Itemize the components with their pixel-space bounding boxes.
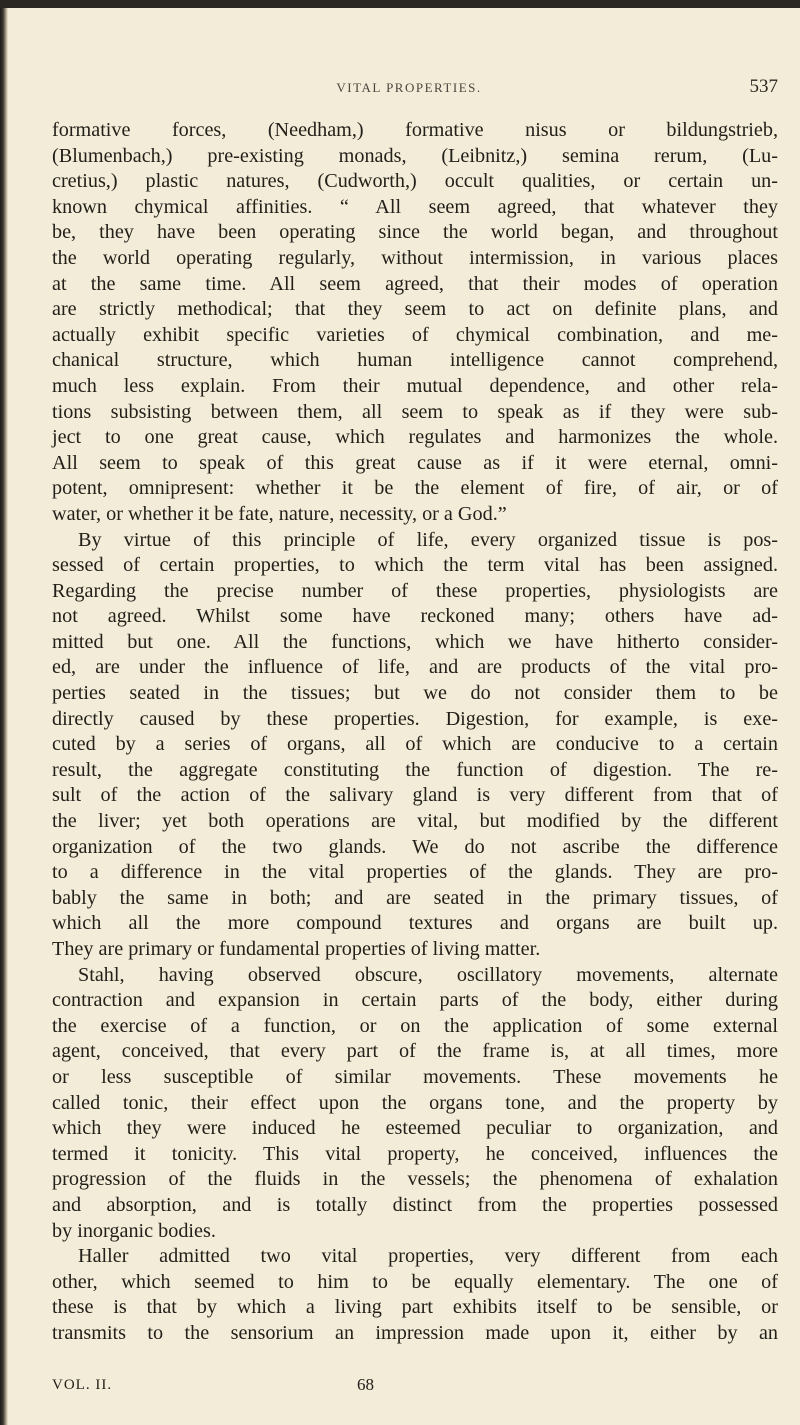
text-line: All seem to speak of this great cause as if it were eternal, omni- (52, 451, 778, 474)
text-line: transmits to the sensorium an impression made upon it, either by an (52, 1321, 778, 1344)
text-line: perties seated in the tissues; but we do not consider them to be (52, 682, 778, 705)
page-number: 537 (749, 76, 778, 97)
text-line: Haller admitted two vital properties, very different from each (78, 1245, 778, 1268)
text-line: the world operating regularly, without intermission, in various places (52, 246, 778, 269)
text-line: not agreed. Whilst some have reckoned many; others have ad- (52, 605, 778, 628)
text-line: the exercise of a function, or on the application of some external (52, 1014, 778, 1037)
left-page-gutter (0, 8, 8, 1425)
text-line: at the same time. All seem agreed, that their modes of operation (52, 272, 778, 295)
text-line: and absorption, and is totally distinct from the properties possessed (52, 1193, 778, 1216)
text-line: mitted but one. All the functions, which we have hitherto consider- (52, 630, 778, 653)
text-line: cretius,) plastic natures, (Cudworth,) occult qualities, or certain un- (52, 170, 778, 193)
text-line: other, which seemed to him to be equally elementary. The one of (52, 1270, 778, 1293)
running-head (40, 74, 778, 104)
text-line: the liver; yet both operations are vital, but modified by the different (52, 810, 778, 833)
text-line: by inorganic bodies. (52, 1219, 216, 1242)
text-line: agent, conceived, that every part of the frame is, at all times, more (52, 1040, 778, 1063)
text-line: to a difference in the vital properties of the glands. They are pro- (52, 861, 778, 884)
text-line: or less susceptible of similar movements. These movements he (52, 1065, 778, 1088)
text-line: By virtue of this principle of life, every organized tissue is pos- (78, 528, 778, 551)
text-line: chanical structure, which human intelligence cannot comprehend, (52, 349, 778, 372)
running-title: VITAL PROPERTIES. (336, 80, 482, 95)
text-line: cuted by a series of organs, all of which are conducive to a certain (52, 733, 778, 756)
text-line: sessed of certain properties, to which the term vital has been assigned. (52, 554, 778, 577)
text-line: bably the same in both; and are seated in the primary tissues, of (52, 886, 778, 909)
text-line: much less explain. From their mutual dependence, and other rela- (52, 374, 778, 397)
text-line: called tonic, their effect upon the organs tone, and the property by (52, 1091, 778, 1114)
text-line: ject to one great cause, which regulates and harmonizes the whole. (52, 426, 778, 449)
text-line: termed it tonicity. This vital property, he conceived, influences the (52, 1142, 778, 1165)
text-line: result, the aggregate constituting the function of digestion. The re- (52, 758, 778, 781)
text-line: (Blumenbach,) pre-existing monads, (Leibnitz,) semina rerum, (Lu- (52, 144, 778, 167)
text-line: ed, are under the influence of life, and are products of the vital pro- (52, 656, 778, 679)
text-line: They are primary or fundamental properties of living matter. (52, 938, 541, 960)
text-line: which all the more compound textures and organs are built up. (52, 912, 778, 935)
signature-mark: 68 (357, 1375, 374, 1394)
text-line: formative forces, (Needham,) formative nisus or bildungstrieb, (52, 119, 778, 141)
text-line: progression of the fluids in the vessels; the phenomena of exhalation (52, 1168, 778, 1191)
text-line: which they were induced he esteemed peculiar to organization, and (52, 1117, 778, 1140)
text-line: these is that by which a living part exhibits itself to be sensible, or (52, 1296, 778, 1319)
text-line: contraction and expansion in certain parts of the body, either during (52, 989, 778, 1012)
text-line: known chymical affinities. “ All seem agreed, that whatever they (52, 195, 778, 218)
volume-signature: VOL. II. (52, 1377, 113, 1393)
text-line: water, or whether it be fate, nature, necessity, or a God.” (52, 502, 507, 525)
text-line: Regarding the precise number of these properties, physiologists are (52, 579, 778, 602)
text-line: sult of the action of the salivary gland is very different from that of (52, 784, 778, 807)
top-page-edge (0, 0, 800, 8)
text-line: be, they have been operating since the world began, and throughout (52, 221, 778, 244)
text-line: tions subsisting between them, all seem to speak as if they were sub- (52, 400, 778, 423)
body-text (52, 118, 778, 1347)
text-line: potent, omnipresent: whether it be the element of fire, of air, or of (52, 477, 778, 500)
text-line: actually exhibit specific varieties of chymical combination, and me- (52, 323, 778, 346)
text-line: are strictly methodical; that they seem to act on definite plans, and (52, 298, 778, 321)
text-line: directly caused by these properties. Digestion, for example, is exe- (52, 707, 778, 730)
page-footer (52, 1375, 472, 1399)
text-line: Stahl, having observed obscure, oscillatory movements, alternate (78, 963, 778, 986)
text-line: organization of the two glands. We do not ascribe the difference (52, 835, 778, 858)
